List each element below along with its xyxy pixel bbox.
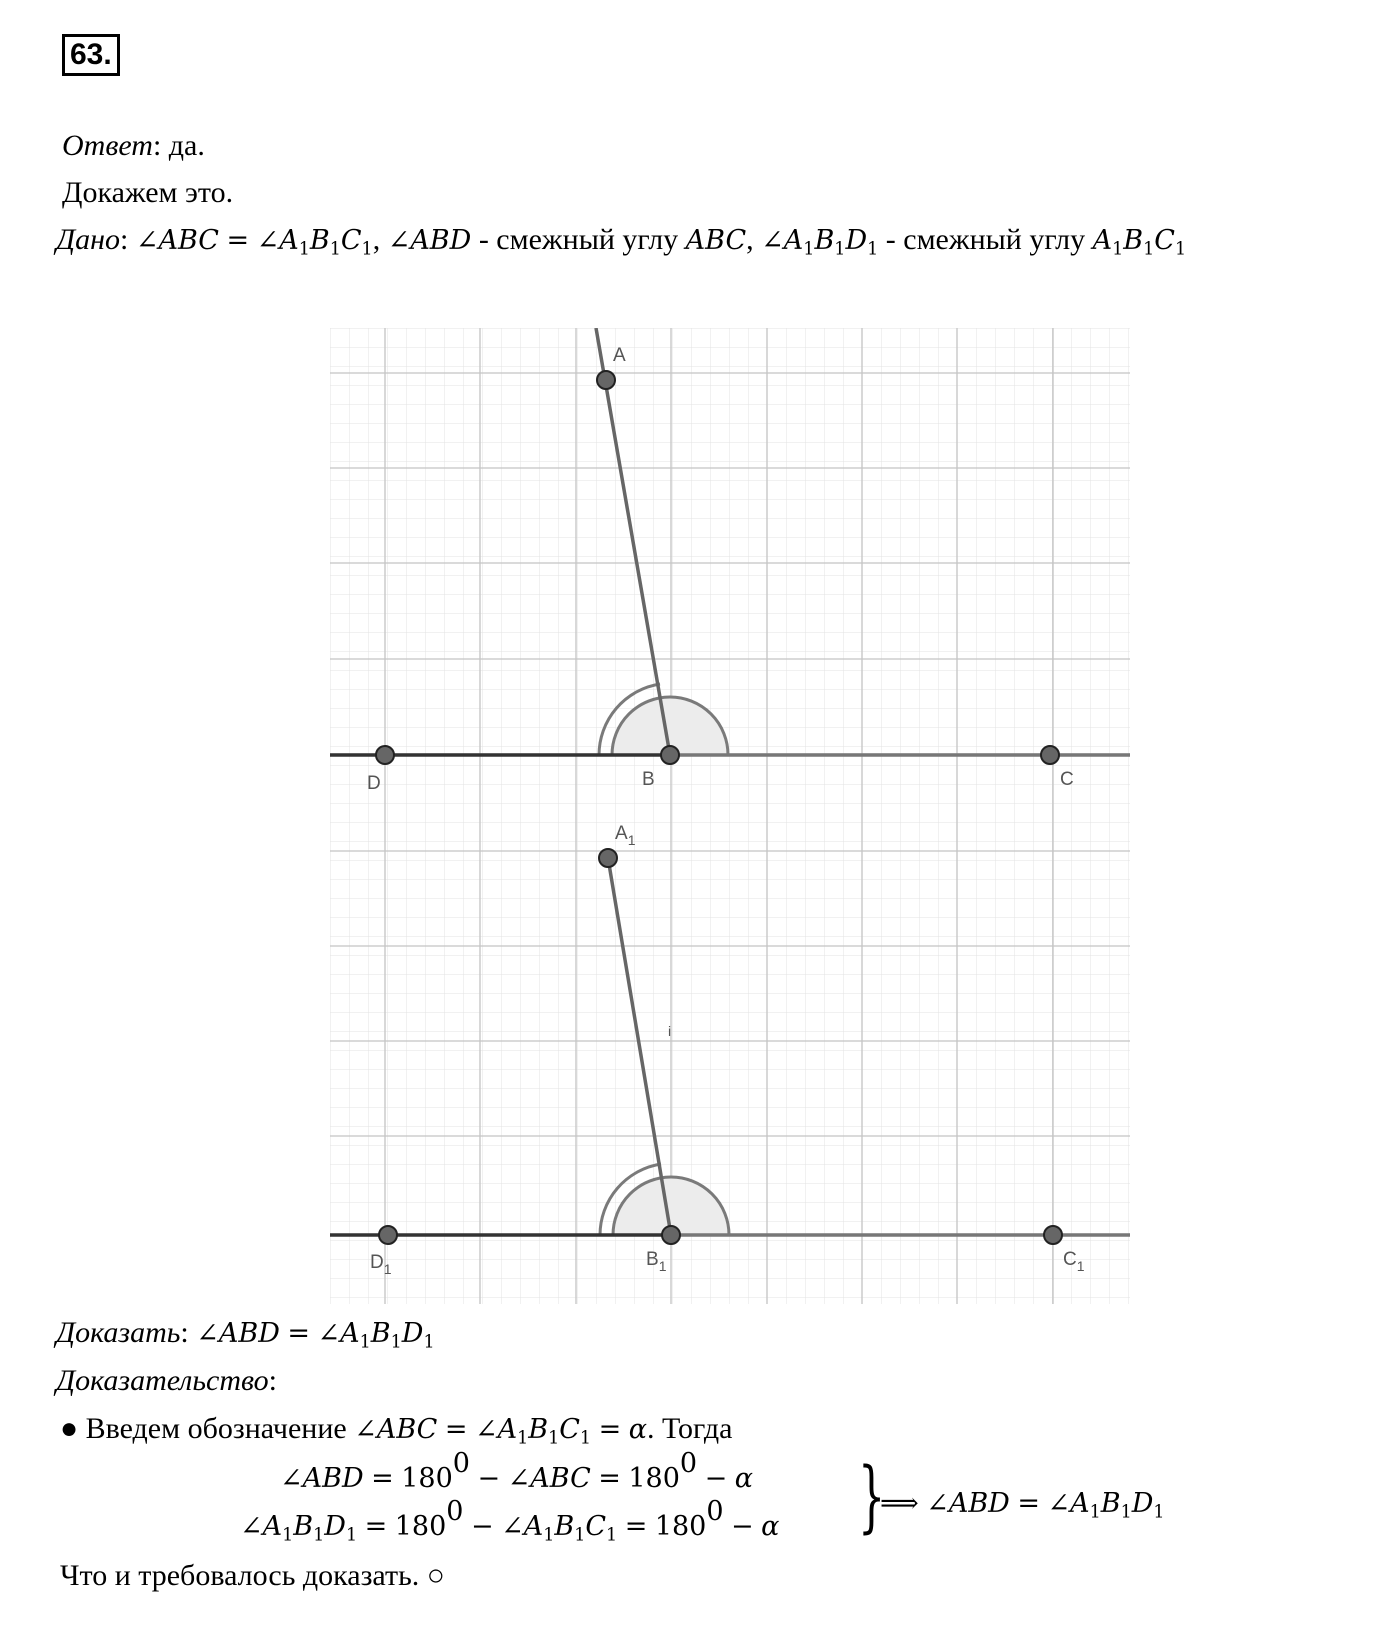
given-angle-abc: ABC — [158, 225, 219, 256]
bottom-point-d1 — [379, 1226, 397, 1244]
problem-number: 63. — [62, 34, 120, 76]
given-angle-a1b1d1: $A_1B_1D_1$ — [783, 225, 879, 260]
bottom-label-c1: C1 — [1063, 1249, 1085, 1274]
top-point-c — [1041, 746, 1059, 764]
bottom-point-c1 — [1044, 1226, 1062, 1244]
top-point-a — [597, 371, 615, 389]
given-line: Дано: ∠ABC = $\angle A_1B_1C_1$, ∠ABD - смежный углу ABC, $\angle A_1B_1D_1$ - смежный углу $A_1B_1C_1$ — [56, 223, 1187, 260]
given-adjacent-2: - смежный углу — [878, 223, 1093, 256]
given-angle-a1b1c1: $A_1B_1C_1$ — [279, 225, 373, 260]
conclusion-line: Что и требовалось доказать. ○ — [60, 1559, 445, 1592]
geometry-figure — [330, 328, 1130, 1304]
proof-bullet: ● — [60, 1412, 79, 1445]
bottom-label-b1: B1 — [646, 1249, 667, 1274]
answer-line — [62, 128, 205, 164]
equation-1: ∠ABD = $180^0$ − ∠ABC = $180^0 - \alpha$ — [280, 1448, 753, 1494]
proof-label-line: Доказательство: — [56, 1364, 277, 1397]
answer-text: : да. — [152, 129, 205, 162]
equation-2: $\angle A_1B_1D_1 = 180^0$ − $\angle A_1B_1C_1 = 180^0 - \alpha$ — [240, 1496, 780, 1546]
given-label: Дано — [56, 223, 120, 256]
top-label-a: A — [613, 345, 626, 366]
prove-label: Доказать — [56, 1316, 181, 1349]
prove-line: Доказать: ∠ABD = $\angle A_1B_1D_1$ — [56, 1316, 435, 1353]
top-label-d: D — [367, 773, 381, 794]
top-label-b: B — [642, 769, 655, 790]
right-brace: } — [858, 1452, 886, 1542]
bottom-point-b1 — [662, 1226, 680, 1244]
proof-label: Доказательство — [56, 1364, 269, 1397]
proof-then: . Тогда — [646, 1412, 733, 1445]
prove-angle-a1b1d1: $A_1B_1D_1$ — [340, 1318, 435, 1353]
proof-intro: Введем обозначение — [85, 1412, 347, 1445]
bottom-point-a1 — [599, 849, 617, 867]
stray-mark: i — [668, 1023, 672, 1039]
given-angle-abd: ABD — [410, 225, 472, 256]
equation-conclusion: ⟹ ∠ABD = $\angle A_1B_1D_1$ — [880, 1488, 1165, 1523]
proof-alpha: α — [628, 1414, 647, 1445]
top-point-d — [376, 746, 394, 764]
top-label-c: C — [1060, 769, 1074, 790]
answer-label: Ответ — [62, 129, 153, 162]
grid-minor — [330, 328, 1130, 1304]
bottom-label-d1: D1 — [370, 1252, 392, 1277]
given-target-abc: ABC — [685, 225, 747, 256]
prove-angle-abd: ABD — [218, 1318, 280, 1349]
top-point-b — [661, 746, 679, 764]
given-adjacent-1: - смежный углу — [471, 223, 686, 256]
given-target-a1b1c1: $A_1B_1C_1$ — [1092, 225, 1187, 260]
proof-step-1: ● Введем обозначение ∠ABC = $\angle A_1B_1C_1 = \alpha$. Тогда — [60, 1412, 733, 1449]
bottom-label-a1: A1 — [615, 823, 636, 848]
implies-arrow: ⟹ — [880, 1488, 919, 1519]
intro-line: Докажем это. — [62, 176, 234, 209]
